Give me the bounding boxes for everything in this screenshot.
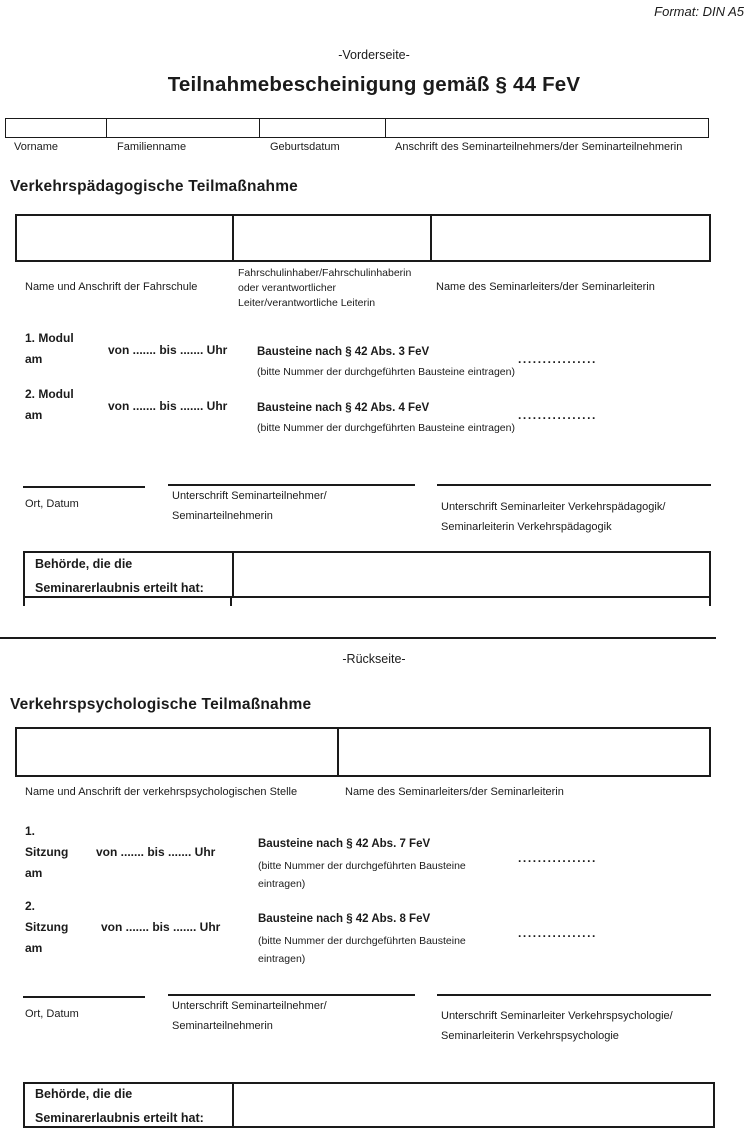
fahrschulinhaber-label-line1: Fahrschulinhaber/Fahrschulinhaberin [238, 267, 412, 279]
front-authority-tick-left [23, 598, 25, 606]
session-1-am: am [25, 866, 43, 880]
vorname-label: Vorname [14, 141, 59, 153]
session-2-time: von ....... bis ....... Uhr [101, 920, 221, 934]
page-title: Teilnahmebescheinigung gemäß § 44 FeV [167, 73, 581, 96]
fahrschulinhaber-label-line2: oder verantwortlicher [238, 282, 337, 294]
back-ort-datum-line[interactable] [23, 996, 145, 998]
front-participant-signature-line[interactable] [168, 484, 415, 486]
module-1-am: am [25, 352, 43, 366]
vorname-field[interactable] [6, 119, 106, 137]
anschrift-label: Anschrift des Seminarteilnehmers/der Seminarteilnehmerin [395, 141, 683, 153]
back-leader-signature-label-line2: Seminarleiterin Verkehrspsychologie [441, 1030, 619, 1042]
participant-field-row [5, 118, 709, 138]
back-seminarleiter-label: Name des Seminarleiters/der Seminarleiterin [345, 786, 564, 798]
back-authority-field[interactable] [234, 1084, 713, 1126]
session-2-dotted-field[interactable]: ................ [518, 926, 597, 940]
back-provider-box [15, 727, 711, 777]
session-1-dotted-field[interactable]: ................ [518, 851, 597, 865]
geburtsdatum-label: Geburtsdatum [270, 141, 340, 153]
back-authority-label-line2: Seminarerlaubnis erteilt hat: [35, 1111, 204, 1125]
back-section-heading: Verkehrspsychologische Teilmaßnahme [10, 696, 312, 713]
fahrschule-label: Name und Anschrift der Fahrschule [25, 281, 198, 293]
module-1-time: von ....... bis ....... Uhr [108, 343, 228, 357]
session-1-bausteine: Bausteine nach § 42 Abs. 7 FeV [258, 838, 431, 850]
fahrschulinhaber-label [238, 266, 411, 311]
session-1-note: (bitte Nummer der durchgeführten Bausteine eintragen) [258, 860, 466, 890]
geburtsdatum-field[interactable] [259, 119, 385, 137]
fahrschulinhaber-label-line3: Leiter/verantwortliche Leiterin [238, 297, 376, 309]
stelle-field[interactable] [17, 729, 337, 775]
front-authority-label-line2: Seminarerlaubnis erteilt hat: [35, 581, 204, 595]
front-seminarleiter-field[interactable] [432, 216, 709, 260]
module-2-bausteine: Bausteine nach § 42 Abs. 4 FeV [257, 402, 430, 414]
front-leader-signature-label-line1: Unterschrift Seminarleiter Verkehrspädagogik/ [441, 501, 666, 513]
front-seminarleiter-label: Name des Seminarleiters/der Seminarleiterin [436, 281, 655, 293]
front-authority-tick-right [709, 598, 711, 606]
module-2-am: am [25, 408, 43, 422]
fahrschulinhaber-field[interactable] [234, 216, 430, 260]
familienname-label: Familienname [117, 141, 187, 153]
front-section-heading: Verkehrspädagogische Teilmaßnahme [10, 178, 298, 195]
format-note: Format: DIN A5 [654, 4, 744, 19]
back-participant-signature-label-line1: Unterschrift Seminarteilnehmer/ [172, 1000, 327, 1012]
back-participant-signature-line[interactable] [168, 994, 415, 996]
front-participant-signature-label-line2: Seminarteilnehmerin [172, 510, 273, 522]
front-leader-signature-label-line2: Seminarleiterin Verkehrspädagogik [441, 521, 612, 533]
session-2-note: (bitte Nummer der durchgeführten Bausteine eintragen) [258, 935, 466, 965]
session-1-time: von ....... bis ....... Uhr [96, 845, 216, 859]
back-participant-signature-label-line2: Seminarteilnehmerin [172, 1020, 273, 1032]
front-side-label: -Vorderseite- [338, 48, 410, 62]
back-side-label: -Rückseite- [342, 652, 406, 666]
back-ort-datum-label: Ort, Datum [25, 1008, 79, 1020]
module-1-note: (bitte Nummer der durchgeführten Bausteine eintragen) [257, 366, 515, 378]
module-2-note: (bitte Nummer der durchgeführten Bausteine eintragen) [257, 422, 515, 434]
back-leader-signature-line[interactable] [437, 994, 711, 996]
back-seminarleiter-field[interactable] [339, 729, 709, 775]
stelle-label: Name und Anschrift der verkehrspsychologischen Stelle [25, 786, 298, 798]
module-1-bausteine: Bausteine nach § 42 Abs. 3 FeV [257, 346, 430, 358]
front-leader-signature-line[interactable] [437, 484, 711, 486]
module-2-title: 2. Modul [25, 387, 74, 401]
session-2-bausteine: Bausteine nach § 42 Abs. 8 FeV [258, 913, 431, 925]
back-authority-box [23, 1082, 715, 1128]
front-authority-label-line1: Behörde, die die [35, 557, 133, 571]
front-participant-signature-label-line1: Unterschrift Seminarteilnehmer/ [172, 490, 327, 502]
session-2-no: 2. [25, 899, 36, 913]
front-ort-datum-label: Ort, Datum [25, 498, 79, 510]
front-provider-box [15, 214, 711, 262]
session-2-title: Sitzung [25, 920, 69, 934]
front-ort-datum-line[interactable] [23, 486, 145, 488]
session-1-no: 1. [25, 824, 36, 838]
familienname-field[interactable] [106, 119, 259, 137]
module-1-dotted-field[interactable]: ................ [518, 352, 597, 366]
back-leader-signature-label-line1: Unterschrift Seminarleiter Verkehrspsychologie/ [441, 1010, 673, 1022]
front-authority-field[interactable] [234, 553, 709, 596]
back-authority-label-line1: Behörde, die die [35, 1087, 133, 1101]
page-divider-rule [0, 637, 716, 639]
session-2-am: am [25, 941, 43, 955]
session-1-title: Sitzung [25, 845, 69, 859]
fahrschule-field[interactable] [17, 216, 232, 260]
module-1-title: 1. Modul [25, 331, 74, 345]
module-2-time: von ....... bis ....... Uhr [108, 399, 228, 413]
front-authority-tick-middle [230, 598, 232, 606]
front-authority-box [23, 551, 711, 598]
anschrift-field[interactable] [385, 119, 708, 137]
module-2-dotted-field[interactable]: ................ [518, 408, 597, 422]
